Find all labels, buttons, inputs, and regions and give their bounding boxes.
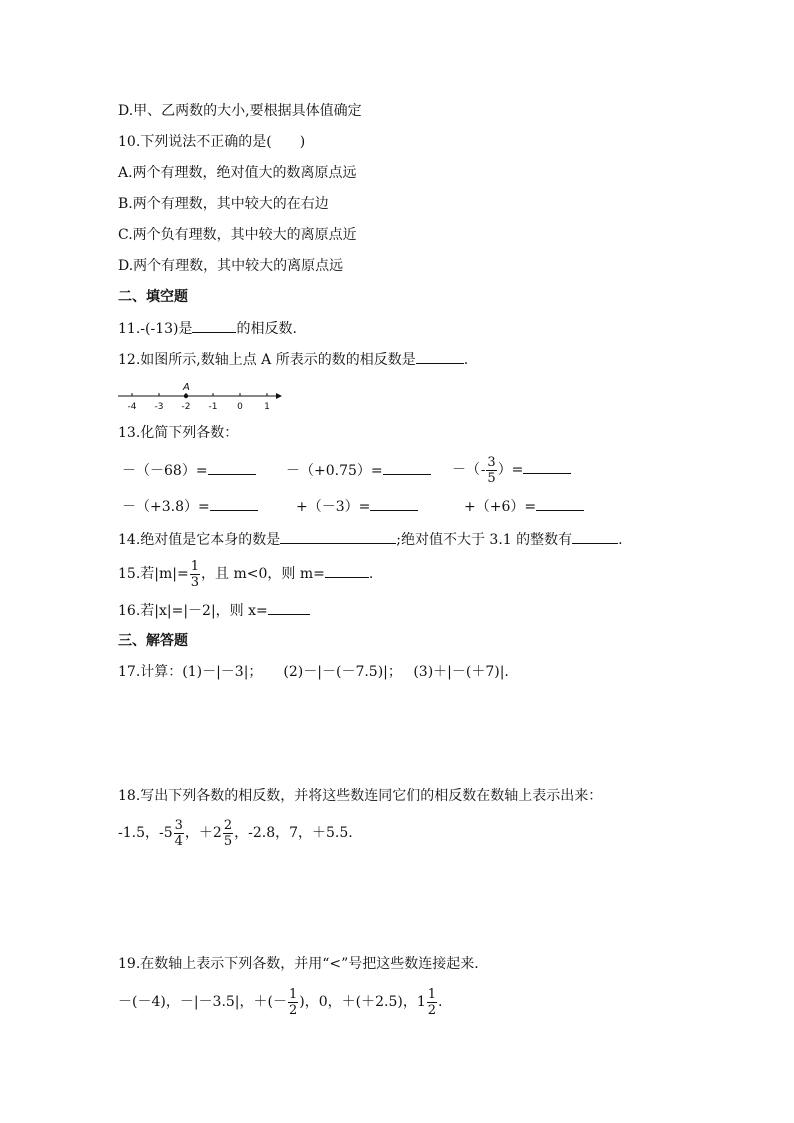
section-answer-title: 三、解答题: [118, 633, 188, 649]
q16-blank[interactable]: [268, 600, 310, 615]
q10-option-b: B.两个有理数，其中较大的在右边: [118, 196, 329, 212]
q19-stem: 19.在数轴上表示下列各数，并用“<”号把这些数连接起来.: [118, 956, 479, 972]
q13-item-2: －（+0.75）=: [286, 460, 431, 481]
fraction: - $\frac{3}{5}$: [481, 454, 496, 486]
q11: [118, 318, 297, 339]
number-line-arrow: [276, 393, 282, 399]
q14: 14.绝对值是它本身的数是 ;绝对值不大于 3.1 的整数有 .: [118, 529, 623, 550]
number-line-tick-label: -4: [127, 402, 137, 412]
section-fill-in-title: 二、填空题: [118, 289, 188, 305]
number-line-tick-label: -2: [181, 402, 191, 412]
q12-pre: 12.如图所示,数轴上点 A 所表示的数的相反数是: [118, 352, 416, 368]
q11-pre: 11.-(-13)是: [118, 321, 193, 337]
q10-option-c: C.两个负有理数，其中较大的离原点近: [118, 227, 357, 243]
q15-blank[interactable]: [325, 563, 369, 578]
q13-item-6: +（+6）=: [464, 496, 584, 517]
q10-option-a: A.两个有理数，绝对值大的数离原点远: [118, 165, 357, 181]
q14-blank-2[interactable]: [572, 529, 618, 544]
fraction: $\frac{1}{3}$: [190, 558, 199, 590]
number-line-tick-label: -1: [208, 402, 218, 412]
q12-blank[interactable]: [416, 349, 464, 364]
q14-blank-1[interactable]: [280, 529, 396, 544]
q13-blank-2[interactable]: [383, 460, 431, 475]
q18-stem: 18.写出下列各数的相反数，并将这些数连同它们的相反数在数轴上表示出来：: [118, 788, 603, 804]
q13-blank-4[interactable]: [210, 496, 258, 511]
q12-post: .: [463, 352, 469, 368]
q11-post: 的相反数.: [236, 321, 297, 337]
q11-blank[interactable]: [192, 318, 236, 333]
fraction: $\frac{3}{4}$: [174, 817, 183, 849]
q16: 16.若|x|=|－2|，则 x=: [118, 600, 310, 621]
q18-numbers: -1.5，-5 $\frac{3}{4}$ ，＋2 $\frac{2}{5}$ ，-2.8，7，＋5.5.: [118, 817, 353, 849]
q17: 17.计算：(1)－|－3|； (2)－|－(－7.5)|； (3)＋|－(＋7)|.: [118, 664, 509, 680]
fraction: $\frac{2}{5}$: [223, 817, 233, 849]
number-line-figure: [116, 378, 286, 412]
q13-item-1: －（－68）=: [122, 460, 256, 481]
number-line-tick-label: 1: [264, 402, 270, 412]
q13-blank-3[interactable]: [523, 459, 571, 474]
number-line-tick-label: 0: [237, 402, 243, 412]
number-line-point-a: [184, 394, 188, 398]
q9-option-d: D.甲、乙两数的大小,要根据具体值确定: [118, 103, 362, 119]
q13-blank-1[interactable]: [208, 460, 256, 475]
q10-option-d: D.两个有理数，其中较大的离原点远: [118, 258, 344, 274]
fraction: $\frac{1}{2}$: [289, 986, 298, 1018]
q13-item-5: +（－3）=: [296, 496, 418, 517]
fraction: $\frac{1}{2}$: [427, 986, 437, 1018]
q13-item-3: －（ - $\frac{3}{5}$ ）=: [452, 452, 571, 488]
q13-stem: 13.化简下列各数：: [118, 425, 239, 441]
q10-stem: 10.下列说法不正确的是( ): [118, 134, 306, 150]
q13-blank-6[interactable]: [536, 496, 584, 511]
number-line-tick-label: -3: [154, 402, 164, 412]
q19-numbers: －(－4)，－|－3.5|，＋(－ $\frac{1}{2}$ )，0，＋(＋2.5)，1 $\frac{1}{2}$ .: [118, 986, 443, 1018]
q13-item-4: －（+3.8）=: [122, 496, 258, 517]
q12: [118, 349, 468, 370]
q15: 15.若|m|= $\frac{1}{3}$ ，且 m<0，则 m= .: [118, 558, 374, 590]
q13-blank-5[interactable]: [370, 496, 418, 511]
number-line-point-label: A: [183, 382, 190, 393]
